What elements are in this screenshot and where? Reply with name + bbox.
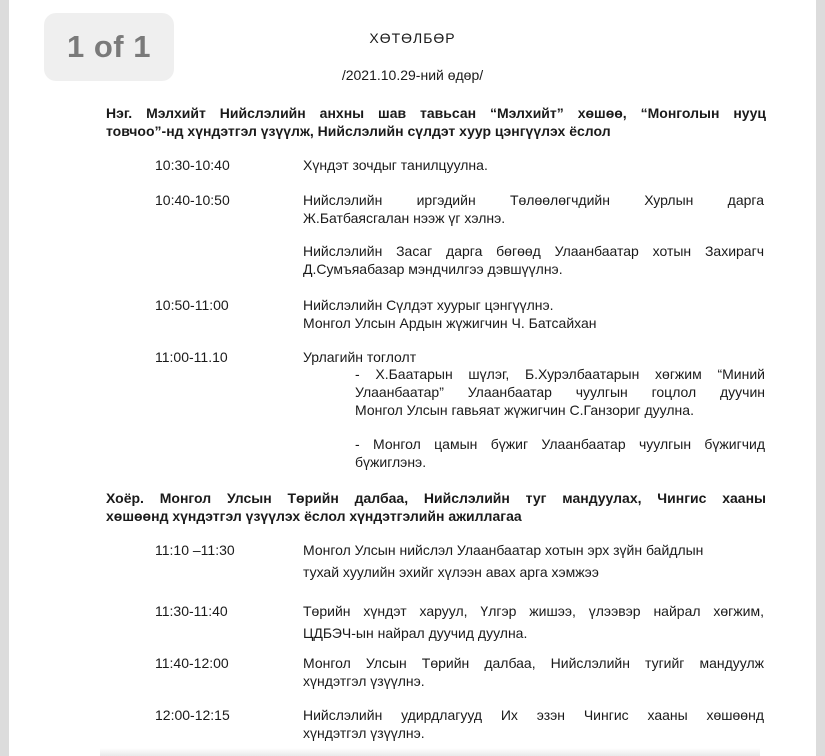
schedule-description: [303, 242, 764, 278]
schedule-sub-item-line: бүжиглэнэ.: [355, 454, 427, 470]
section-2-heading: [106, 489, 766, 525]
schedule-description-line: хүндэтгэл үзүүлнэ.: [303, 673, 425, 689]
schedule-description-line: хүндэтгэл үзүүлнэ.: [303, 725, 425, 741]
section-2-heading-line-2: хөшөөнд хүндэтгэл үзүүлэх ёслол хүндэтгэлийн ажиллагаа: [106, 508, 522, 524]
schedule-time: 11:40-12:00: [155, 655, 229, 671]
schedule-description-line: Монгол Улсын Төрийн далбаа, Нийслэлийн тугийг мандуулж: [303, 655, 764, 671]
page-bottom-edge: [100, 748, 760, 756]
section-2-heading-line-1: Хоёр. Монгол Улсын Төрийн далбаа, Нийслэлийн туг мандуулах, Чингис хааны: [106, 490, 766, 506]
page-counter: 1 of 1: [44, 13, 174, 81]
schedule-description-line: Д.Сумъяабазар мэндчилгээ дэвшүүлнэ.: [303, 261, 563, 277]
schedule-sub-item: [355, 435, 765, 471]
schedule-time: 10:30-10:40: [155, 157, 230, 173]
schedule-sub-item-line: - Монгол цамын бүжиг Улаанбаатар чуулгын бүжигчид: [355, 436, 765, 452]
schedule-time: 10:50-11:00: [155, 297, 229, 313]
schedule-description-line: Монгол Улсын Ардын жүжигчин Ч. Батсайхан: [303, 315, 597, 331]
schedule-description: [303, 191, 764, 227]
schedule-description-line: Ж.Батбаясгалан нээж үг хэлнэ.: [303, 210, 506, 226]
schedule-description: [303, 156, 764, 174]
schedule-sub-item-line: - Х.Баатарын шүлэг, Б.Хурэлбаатарын хөгжим “Миний: [355, 366, 765, 382]
schedule-description-line: Нийслэлийн Сүлдэт хуурыг цэнгүүлнэ.: [303, 297, 554, 313]
schedule-description-line: ЦДБЭЧ-ын найрал дуучид дуулна.: [303, 625, 528, 641]
schedule-description-line: тухай хуулийн эхийг хүлээн авах арга хэмжээ: [303, 564, 599, 580]
schedule-description: [303, 654, 764, 690]
schedule-description: [303, 296, 764, 332]
schedule-sub-item: [355, 365, 765, 419]
schedule-description: [303, 539, 764, 583]
document-date: /2021.10.29-ний өдөр/: [341, 67, 484, 83]
viewer-frame-right: [816, 0, 825, 756]
section-1-heading: [106, 104, 766, 140]
schedule-description-line: Урлагийн тоглолт: [303, 349, 417, 365]
schedule-description-line: Нийслэлийн удирдлагууд Их эзэн Чингис хааны хөшөөнд: [303, 707, 764, 723]
schedule-description-line: Монгол Улсын нийслэл Улаанбаатар хотын эрх зүйн байдлын: [303, 542, 704, 558]
section-1-heading-line-1: Нэг. Мэлхийт Нийслэлийн анхны шав тавьсан “Мэлхийт” хөшөө, “Монголын нууц: [106, 105, 766, 121]
schedule-description: [303, 706, 764, 742]
schedule-description: [303, 600, 764, 644]
schedule-time: 11:00-11.10: [155, 349, 228, 365]
section-1-heading-line-2: товчоо”-нд хүндэтгэл үзүүлж, Нийслэлийн сүлдэт хуур цэнгүүлэх ёслол: [106, 123, 611, 139]
schedule-sub-item-line: Улаанбаатар” Улаанбаатар чуулгын гоцлол дуучин: [355, 384, 765, 400]
viewer-frame-left: [0, 0, 9, 756]
schedule-description-line: Төрийн хүндэт харуул, Үлгэр жишээ, үлээвэр найрал хөгжим,: [303, 603, 764, 619]
schedule-time: 11:30-11:40: [155, 603, 228, 619]
schedule-time: 12:00-12:15: [155, 707, 230, 723]
schedule-time: 11:10 –11:30: [155, 542, 235, 558]
schedule-description-line: Хүндэт зочдыг танилцуулна.: [303, 157, 488, 173]
schedule-sub-item-line: Монгол Улсын гавьяат жүжигчин С.Ганзориг дуулна.: [355, 402, 694, 418]
schedule-time: 10:40-10:50: [155, 192, 230, 208]
document-title: ХӨТӨЛБӨР: [369, 30, 456, 46]
schedule-description: [303, 348, 764, 366]
schedule-description-line: Нийслэлийн Засаг дарга бөгөөд Улаанбаатар хотын Захирагч: [303, 243, 764, 259]
schedule-description-line: Нийслэлийн иргэдийн Төлөөлөгчдийн Хурлын дарга: [303, 192, 764, 208]
